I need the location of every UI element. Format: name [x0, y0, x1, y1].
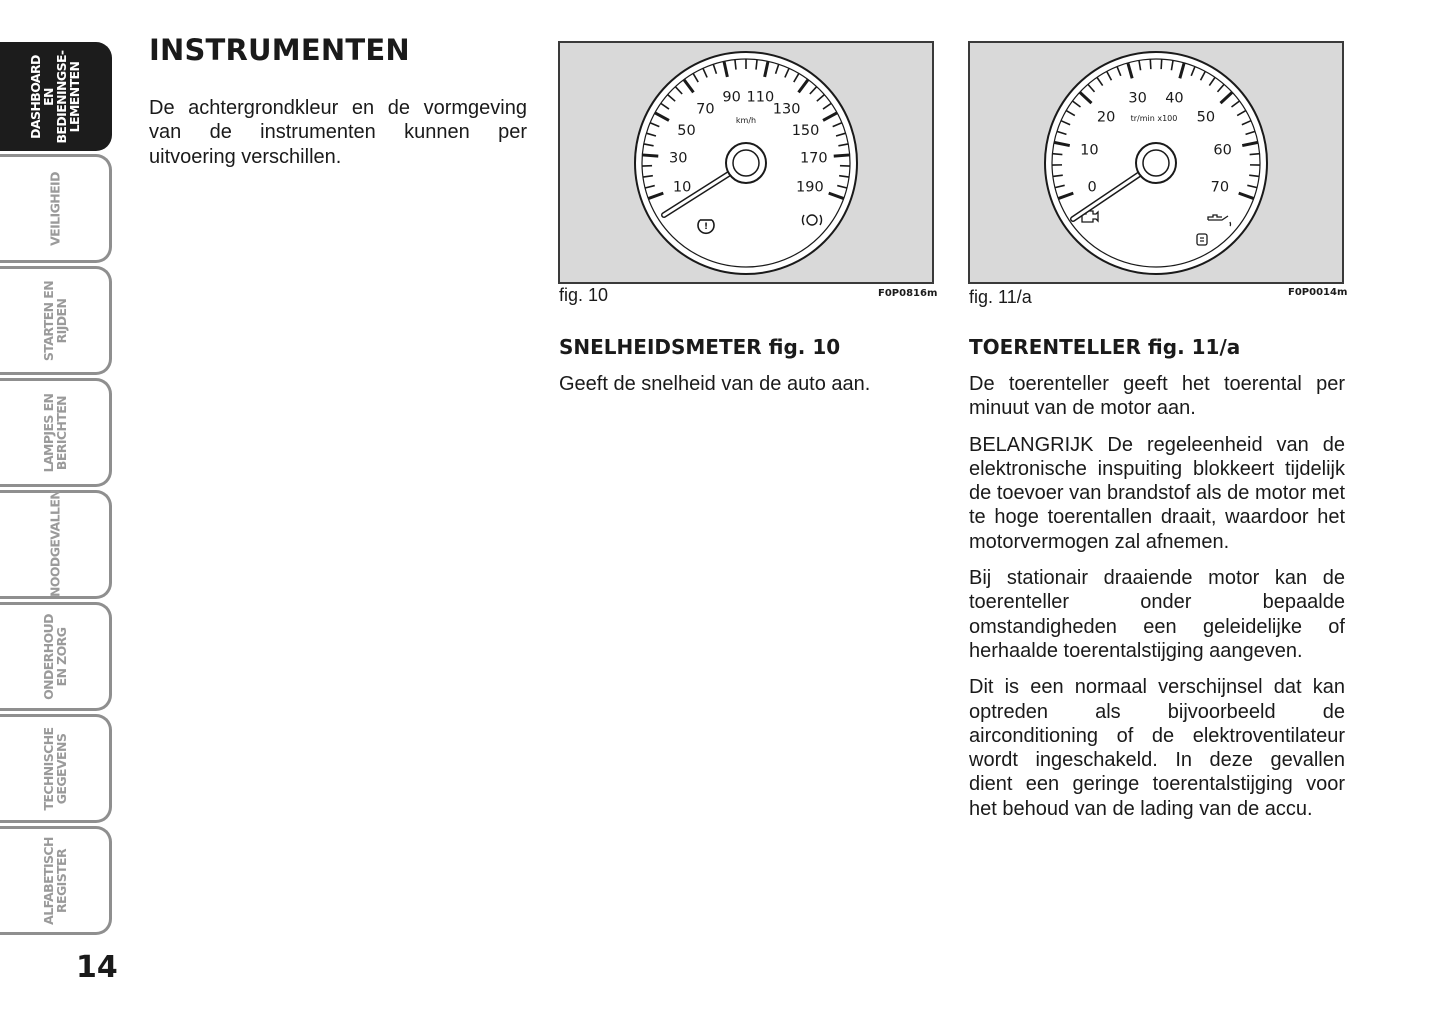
speedometer-scale-label: 170 — [799, 150, 828, 167]
tab-label: TECHNISCHE GEGEVENS — [40, 727, 69, 810]
tachometer-minor-tick — [1052, 154, 1062, 155]
tachometer-minor-tick — [1150, 59, 1151, 69]
speedometer-svg — [560, 43, 932, 282]
page-title: INSTRUMENTEN — [149, 33, 410, 67]
tab-label: ONDERHOUD EN ZORG — [40, 613, 69, 700]
tab-technische-gegevens[interactable] — [0, 714, 112, 823]
tachometer-scale-label: 70 — [1210, 179, 1230, 196]
speedometer-minor-tick — [756, 60, 757, 70]
tachometer-paragraph: De toerenteller geeft het toerental per minuut van de motor aan. — [969, 373, 1345, 420]
figure-10-code: F0P0816m — [878, 288, 938, 299]
tachometer-figure — [968, 41, 1344, 284]
tachometer-paragraph: Dit is een normaal verschijnsel dat kan optreden als bijvoorbeeld de airconditioning of de elektroventilateur wordt ingeschakeld. In deze gevallen dient een geringe toerentalstijging voor het behoud van de lading van de accu. — [969, 676, 1345, 820]
tachometer-scale-label: 20 — [1096, 109, 1116, 126]
tachometer-minor-tick — [1250, 154, 1260, 155]
tachometer-scale-label: 0 — [1087, 179, 1097, 196]
tachometer-description — [969, 372, 1345, 833]
svg-text:!: ! — [703, 222, 709, 232]
tab-label: LAMPJES EN BERICHTEN — [40, 393, 69, 472]
tab-lampjes-en-berichten[interactable] — [0, 378, 112, 487]
tab-label: ALFABETISCH REGISTER — [40, 836, 69, 925]
speedometer-unit: km/h — [735, 116, 757, 125]
figure-11-code: F0P0014m — [1288, 287, 1348, 298]
tachometer-paragraph: Bij stationair draaiende motor kan de toerenteller onder bepaalde omstandigheden een geleidelijke of herhaalde toerentalstijging aangeven. — [969, 567, 1345, 662]
speedometer-figure — [558, 41, 934, 284]
speedometer-scale-label: 90 — [722, 89, 741, 106]
tachometer-minor-tick — [1161, 59, 1162, 69]
tab-label: STARTEN EN RIJDEN — [40, 280, 69, 361]
tachometer-scale-label: 40 — [1165, 90, 1184, 107]
speedometer-scale-label: 150 — [791, 123, 820, 140]
tachometer-scale-label: 30 — [1128, 90, 1147, 107]
speedometer-scale-label: 110 — [746, 89, 775, 106]
tab-veiligheid[interactable] — [0, 154, 112, 263]
tachometer-scale-label: 60 — [1213, 142, 1232, 159]
tachometer-hub-inner — [1143, 150, 1169, 176]
figure-10-caption: fig. 10 — [559, 285, 609, 305]
page-number: 14 — [76, 950, 118, 985]
tab-dashboard[interactable] — [0, 42, 112, 151]
speedometer-major-tick — [834, 155, 850, 156]
speedometer-heading: SNELHEIDSMETER fig. 10 — [559, 335, 841, 359]
tab-label: DASHBOARD EN BEDIENINGSE- LEMENTEN — [27, 50, 82, 143]
speedometer-scale-label: 70 — [696, 101, 715, 118]
tachometer-svg — [970, 43, 1342, 282]
speedometer-scale-label: 190 — [796, 179, 824, 196]
speedometer-description — [559, 372, 935, 396]
figure-11-caption: fig. 11/a — [969, 287, 1032, 307]
tab-alfabetisch-register[interactable] — [0, 826, 112, 935]
speedometer-scale-label: 130 — [772, 101, 801, 118]
intro-text: De achtergrondkleur en de vormgeving van de instrumenten kunnen per uitvoering verschillen. — [149, 97, 527, 168]
speedometer-text: Geeft de snelheid van de auto aan. — [559, 373, 871, 395]
speedometer-scale-label: 50 — [677, 123, 696, 140]
tab-label: VEILIGHEID — [47, 171, 62, 246]
tab-noodgevallen[interactable] — [0, 490, 112, 599]
tachometer-scale-label: 50 — [1196, 109, 1216, 126]
speedometer-minor-tick — [735, 60, 736, 70]
tab-label: NOODGEVALLEN — [47, 489, 62, 597]
speedometer-hub-inner — [733, 150, 759, 176]
tab-onderhoud-en-zorg[interactable] — [0, 602, 112, 711]
tab-starten-en-rijden[interactable] — [0, 266, 112, 375]
speedometer-major-tick — [642, 155, 658, 156]
tachometer-scale-label: 10 — [1080, 142, 1099, 159]
tachometer-paragraph: BELANGRIJK De regeleenheid van de elektronische inspuiting blokkeert tijdelijk de toevoer van brandstof als de motor met te hoge toerentallen draait, waardoor het motorvermogen zal afnemen. — [969, 433, 1345, 553]
tachometer-heading: TOERENTELLER fig. 11/a — [969, 335, 1241, 359]
speedometer-scale-label: 30 — [668, 150, 688, 167]
speedometer-scale-label: 10 — [672, 179, 692, 196]
tachometer-unit: tr/min x100 — [1130, 114, 1178, 123]
